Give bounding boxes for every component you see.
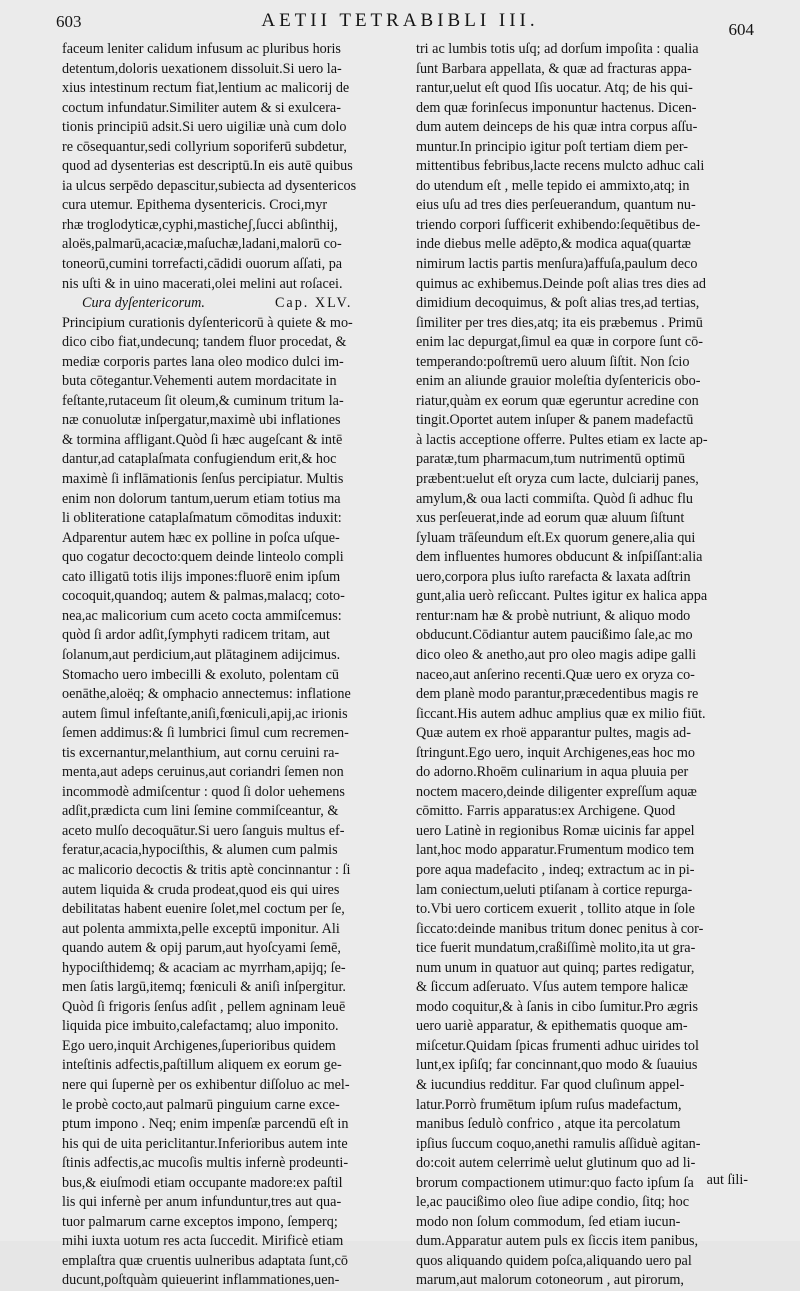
text-line: tice fuerit mundatum,craßiſſimè molito,ita ut gra-: [416, 940, 696, 957]
text-line: le,ac paucißimo oleo ſiue adipe condio, ſitq; hoc: [416, 1194, 690, 1211]
text-line: Principium curationis dyſentericorū à quiete & mo-: [62, 314, 353, 331]
text-line: num unum in quatuor aut quinq; partes redigatur,: [416, 959, 695, 976]
left-text-column: [62, 40, 402, 1291]
text-line: lunt,ex ipſiſq; far concinnant,quo modo & ſuauius: [416, 1057, 698, 1074]
text-line: tis excernantur,melanthium, aut cornu ceruini ra-: [62, 744, 340, 761]
text-line: cōmitto. Farris apparatus:ex Archigene. Quod: [416, 803, 676, 820]
text-line: enim lac depurgat,ſimul ea quæ in corpore ſunt cō-: [416, 334, 703, 351]
text-line: manibus ſedulò confrico , atque ita percolatum: [416, 1116, 681, 1133]
text-line: debilitatas habent euenire ſolet,mel coctum per ſe,: [62, 901, 345, 918]
text-line: Stomacho uero imbecilli & exoluto, polentam cū: [62, 666, 339, 683]
text-line: oenāthe,aloëq; & omphacio annectemus: inflatione: [62, 686, 351, 703]
text-line: Ego uero,inquit Archigenes,ſuperioribus quidem: [62, 1037, 336, 1054]
text-line: men ſatis largū,itemq; fœniculi & aniſi inſpergitur.: [62, 979, 346, 996]
text-line: tuor palmarum carne exceptos impono, ſemperq;: [62, 1213, 338, 1230]
text-line: quod ad dysenterias est descriptū.In eis autē quibus: [62, 158, 353, 175]
text-line: do utendum eſt , melle tepido ei ammixto,atq; in: [416, 177, 690, 194]
text-line: hypociſthidemq; & acaciam ac myrrham,apijq; ſe-: [62, 959, 346, 976]
text-line: Quòd ſi frigoris ſenſus adſit , pellem agninam leuē: [62, 998, 346, 1015]
chapter-heading: [62, 294, 402, 314]
text-line: rantur,uelut eſt quod Iſis uocatur. Atq; de his qui-: [416, 80, 693, 97]
text-line: paratæ,tum pharmacum,tum nutrimentū optimū: [416, 451, 686, 468]
text-line: eius uſu ad tres dies perſeuerandum, quantum nu-: [416, 197, 696, 214]
text-line: nimirum lactis partis menſura)affuſa,paulum deco: [416, 256, 698, 273]
text-line: miſcetur.Quidam ſpicas frumenti adhuc uirides tol: [416, 1037, 699, 1054]
text-line: mittentibus febribus,lacte recens mulcto adhuc cali: [416, 158, 705, 175]
text-line: cocoquit,quandoq; autem & palmas,malacq; coto-: [62, 588, 345, 605]
text-line: gunt,alia uerò reſiccant. Pultes igitur ex halica appa: [416, 588, 708, 605]
text-line: marum,aut malorum cotoneorum , aut pirorum,: [416, 1272, 684, 1289]
right-text-column: [416, 40, 761, 1291]
text-line: buta cōtegantur.Vehementi autem mordacitate in: [62, 373, 337, 390]
text-line: dum.Apparatur autem puls ex ſiccis item panibus,: [416, 1233, 699, 1250]
text-line: quimus ac exhibemus.Deinde poſt alias tres dies ad: [416, 275, 706, 292]
text-line: mediæ corporis partes lana oleo modico dulci im-: [62, 353, 344, 370]
text-line: aut polenta ammixta,pelle exceptū imponitur. Ali: [62, 920, 340, 937]
text-line: lis qui infernè per anum infunduntur,tres aut qua-: [62, 1194, 342, 1211]
text-line: dico oleo & anetho,aut pro oleo magis adipe galli: [416, 646, 697, 663]
running-title: AETII TETRABIBLI III.: [261, 10, 539, 31]
text-line: do:coit autem celerrimè uelut glutinum quo ad li-: [416, 1155, 696, 1172]
text-line: uero,corpora plus iuſto rarefacta & laxata adſtrin: [416, 568, 691, 585]
text-line: ſimiliter per tres dies,atq; ita eis præbemus . Primū: [416, 314, 703, 331]
text-line: feſtante,rutaceum ſit oleum,& cuminum tritum la-: [62, 392, 344, 409]
text-line: re cōsequantur,sedi collyrium soporiferū subdetur,: [62, 138, 347, 155]
text-line: ſtinis adfectis,ac mucoſis multis infernè prodeunti-: [62, 1155, 349, 1172]
page-number-right: 604: [728, 20, 754, 39]
chapter-title: Cura dyſentericorum.: [82, 295, 205, 312]
text-line: tingit.Oportet autem inſuper & panem madefactū: [416, 412, 694, 429]
text-line: obducunt.Cōdiantur autem paucißimo ſale,ac mo: [416, 627, 693, 644]
text-line: à lactis acceptione offerre. Pultes etiam ex lacte ap-: [416, 431, 708, 448]
text-line: ac malicorio decoctis & tritis aptè concinnantur : ſi: [62, 861, 351, 878]
text-line: præbent:uelut eſt oryza cum lacte, dulciarij panes,: [416, 471, 699, 488]
text-line: næ conuolutæ inſpergatur,maximè ubi inflationes: [62, 412, 341, 429]
text-line: aceto mulſo decoquātur.Si uero ſanguis multus ef-: [62, 822, 345, 839]
text-line: bus,& eiuſmodi etiam occupante madore:ex paſtil: [62, 1174, 343, 1191]
text-line: naceo,aut anſerino recenti.Quæ uero ex oryza co-: [416, 666, 695, 683]
text-line: triendo corpori ſufficerit exhibendo:ſequētibus de-: [416, 216, 701, 233]
text-line: ſiccant.His autem adhuc amplius quæ ex milio fiūt.: [416, 705, 706, 722]
text-line: uero Latinè in regionibus Romæ uicinis far appel: [416, 822, 695, 839]
text-line: & tormina affligant.Quòd ſi hæc augeſcant & intē: [62, 431, 343, 448]
text-line: quos aliquando quidem poſca,aliquando uero pal: [416, 1252, 692, 1269]
text-line: to.Vbi uero corticem exuerit , tollito atque in ſole: [416, 901, 695, 918]
chapter-number: Cap. XLV.: [274, 295, 353, 312]
text-line: quando autem & opij parum,aut hyoſcyami ſemē,: [62, 940, 341, 957]
text-line: modo non ſolum commodum, ſed etiam iucun-: [416, 1213, 681, 1230]
text-line: faceum leniter calidum infusum ac pluribus horis: [62, 41, 341, 57]
text-line: tionis principiū adsit.Si uero uigiliæ unà cum dolo: [62, 119, 347, 136]
text-line: dum autem deinceps de his quæ intra corpus aſſu-: [416, 119, 698, 136]
text-line: dem influentes humores obducunt & inſpiſſant:alia: [416, 549, 703, 566]
text-line: ducunt,poſtquàm quieuerint inflammationes,uen-: [62, 1272, 340, 1289]
text-line: Quæ autem ex rhoë apparantur pultes, magis ad-: [416, 725, 691, 742]
text-line: li obliteratione cataplaſmatum cōmoditas induxit:: [62, 510, 342, 527]
text-line: aloës,palmarū,acaciæ,maſuchæ,ladani,malorū co-: [62, 236, 342, 253]
text-line: inde diebus melle adēpto,& modica aqua(quartæ: [416, 236, 691, 253]
text-line: do adorno.Rhoēm culinarium in aqua pluuia per: [416, 764, 689, 781]
text-line: riatur,quàm ex eorum quæ egeruntur acredine con: [416, 392, 699, 409]
text-line: Adparentur autem hæc ex polline in poſca uſque-: [62, 529, 340, 546]
text-line: & iucundius redditur. Far quod cluſinum appel-: [416, 1076, 685, 1093]
text-line: nea,ac malicorium cum aceto cocta ammiſcemus:: [62, 607, 342, 624]
text-line: temperando:poſtremū uero aluum ſiſtit. Non ſcio: [416, 353, 690, 370]
text-line: liquida pice imbuito,calefactamq; aluo imponito.: [62, 1018, 339, 1035]
text-line: latur.Porrò frumētum ipſum ruſus madefactum,: [416, 1096, 682, 1113]
text-line: autem ſimul infeſtante,aniſi,fœniculi,apij,ac irionis: [62, 705, 348, 722]
text-line: menta,aut adeps ceruinus,aut coriandri ſemen non: [62, 764, 344, 781]
text-line: inteſtinis adfectis,paſtillum aliquem ex eorum ge-: [62, 1057, 342, 1074]
text-line: toneorū,cumini torrefacti,cādidi ouorum aſſati, pa: [62, 256, 343, 273]
text-line: noctem macero,deinde diligenter expreſſum aquæ: [416, 783, 697, 800]
page-number-left: 603: [56, 12, 82, 31]
text-line: xius intestinum rectum fiat,lentium ac malicorij de: [62, 80, 350, 97]
text-line: ia ulcus serpēdo depascitur,subiecta ad dysentericos: [62, 177, 357, 194]
text-line: maximè ſi inflāmationis ſenſus percipiatur. Multis: [62, 471, 344, 488]
text-line: dem quæ forinſecus imponuntur hactenus. Dicen-: [416, 99, 697, 116]
text-line: incommodè admiſcentur : quod ſi dolor uehemens: [62, 783, 345, 800]
text-line: lant,hoc modo apparatur.Frumentum modico tem: [416, 842, 695, 859]
text-line: lam coniectum,ueluti ptiſanam à cortice repurga-: [416, 881, 693, 898]
text-line: feratur,acacia,hypociſthis, & alumen cum palmis: [62, 842, 338, 859]
text-line: enim non dolorum tantum,uerum etiam totius ma: [62, 490, 341, 507]
text-line: his qui de uita periclitantur.Inferioribus autem inte: [62, 1135, 348, 1152]
text-line: dantur,ad cataplaſmata confugiendum erit,& hoc: [62, 451, 337, 468]
text-line: modo coquitur,& à ſanis in cibo ſumitur.Pro ægris: [416, 998, 698, 1015]
text-line: quòd ſi ardor adſit,ſymphyti radicem tritam, aut: [62, 627, 330, 644]
text-line: ſunt Barbara appellata, & quæ ad fracturas appa-: [416, 60, 692, 77]
text-line: nere qui ſupernè per os exhibentur diſſoluo ac mel-: [62, 1076, 350, 1093]
text-line: dimidium decoquimus, & poſt alias tres,ad tertias,: [416, 295, 700, 312]
text-line: xus perſeuerat,inde ad eorum quæ aluum ſiſtunt: [416, 510, 685, 527]
text-line: ſiccato:deinde manibus tritum donec penitus à cor-: [416, 920, 704, 937]
text-line: coctum infundatur.Similiter autem & si exulcera-: [62, 99, 341, 116]
text-line: & ſiccum adſeruato. Vſus autem tempore halicæ: [416, 979, 688, 996]
text-line: autem liquida & cruda prodeat,quod eis qui uires: [62, 881, 340, 898]
text-line: dico cibo fiat,undecunq; tandem fluor procedat, &: [62, 334, 347, 351]
text-line: tri ac lumbis totis uſq; ad dorſum impoſita : qualia: [416, 41, 699, 57]
catchword: aut ſili-: [706, 1172, 748, 1188]
text-line: muntur.In principio igitur poſt tertiam diem per-: [416, 138, 688, 155]
text-line: rhæ troglodyticæ,cyphi,masticheʃ,ſucci abſinthij,: [62, 216, 338, 233]
text-line: dem planè modo parantur,præcedentibus magis re: [416, 686, 699, 703]
text-line: mihi iuxta uotum res acta ſuccedit. Mirificè etiam: [62, 1233, 344, 1250]
text-line: ipſius ſuccum coquo,anethi ramulis aſſiduè agitan-: [416, 1135, 701, 1152]
text-line: amylum,& oua lacti commiſta. Quòd ſi adhuc flu: [416, 490, 693, 507]
text-line: enim an aliunde grauior moleſtia dyſentericis obo-: [416, 373, 701, 390]
text-line: ſyluam trāſeundum eſt.Ex quorum genere,alia qui: [416, 529, 696, 546]
text-line: quo cogatur decocto:quem deinde linteolo compli: [62, 549, 344, 566]
text-line: adſit,prædicta cum lini ſemine commiſceantur, &: [62, 803, 339, 820]
text-line: nis uſti & in uino macerati,olei melini aut roſacei.: [62, 275, 343, 292]
text-line: detentum,doloris uexationem dissoluit.Si uero la-: [62, 60, 342, 77]
text-line: brorum compactionem utimur:quo facto ipſum ſa: [416, 1174, 694, 1191]
page-header: [0, 8, 800, 38]
text-line: ſolanum,aut perdicium,aut plātaginem adijcimus.: [62, 646, 341, 663]
text-line: cura utemur. Epithema dysentericis. Croci,myr: [62, 197, 328, 214]
text-line: uero uariè apparatur, & epithematis quoque am-: [416, 1018, 688, 1035]
text-line: ſemen addimus:& ſi lumbrici ſimul cum recremen-: [62, 725, 349, 742]
text-line: rentur:nam hæ & probè nutriunt, & aliquo modo: [416, 607, 691, 624]
text-line: ſtringunt.Ego uero, inquit Archigenes,eas hoc mo: [416, 744, 695, 761]
text-line: pore aqua madefacito , indeq; extractum ac in pi-: [416, 861, 695, 878]
text-line: emplaſtra quæ cruentis uulneribus adaptata ſunt,cō: [62, 1252, 349, 1269]
text-line: le probè cocto,aut palmarū pinguium carne exce-: [62, 1096, 340, 1113]
text-line: ptum impono . Neq; enim impenſæ parcendū eſt in: [62, 1116, 349, 1133]
text-line: cato illigatū totis ilijs impones:fluorē enim ipſum: [62, 568, 341, 585]
